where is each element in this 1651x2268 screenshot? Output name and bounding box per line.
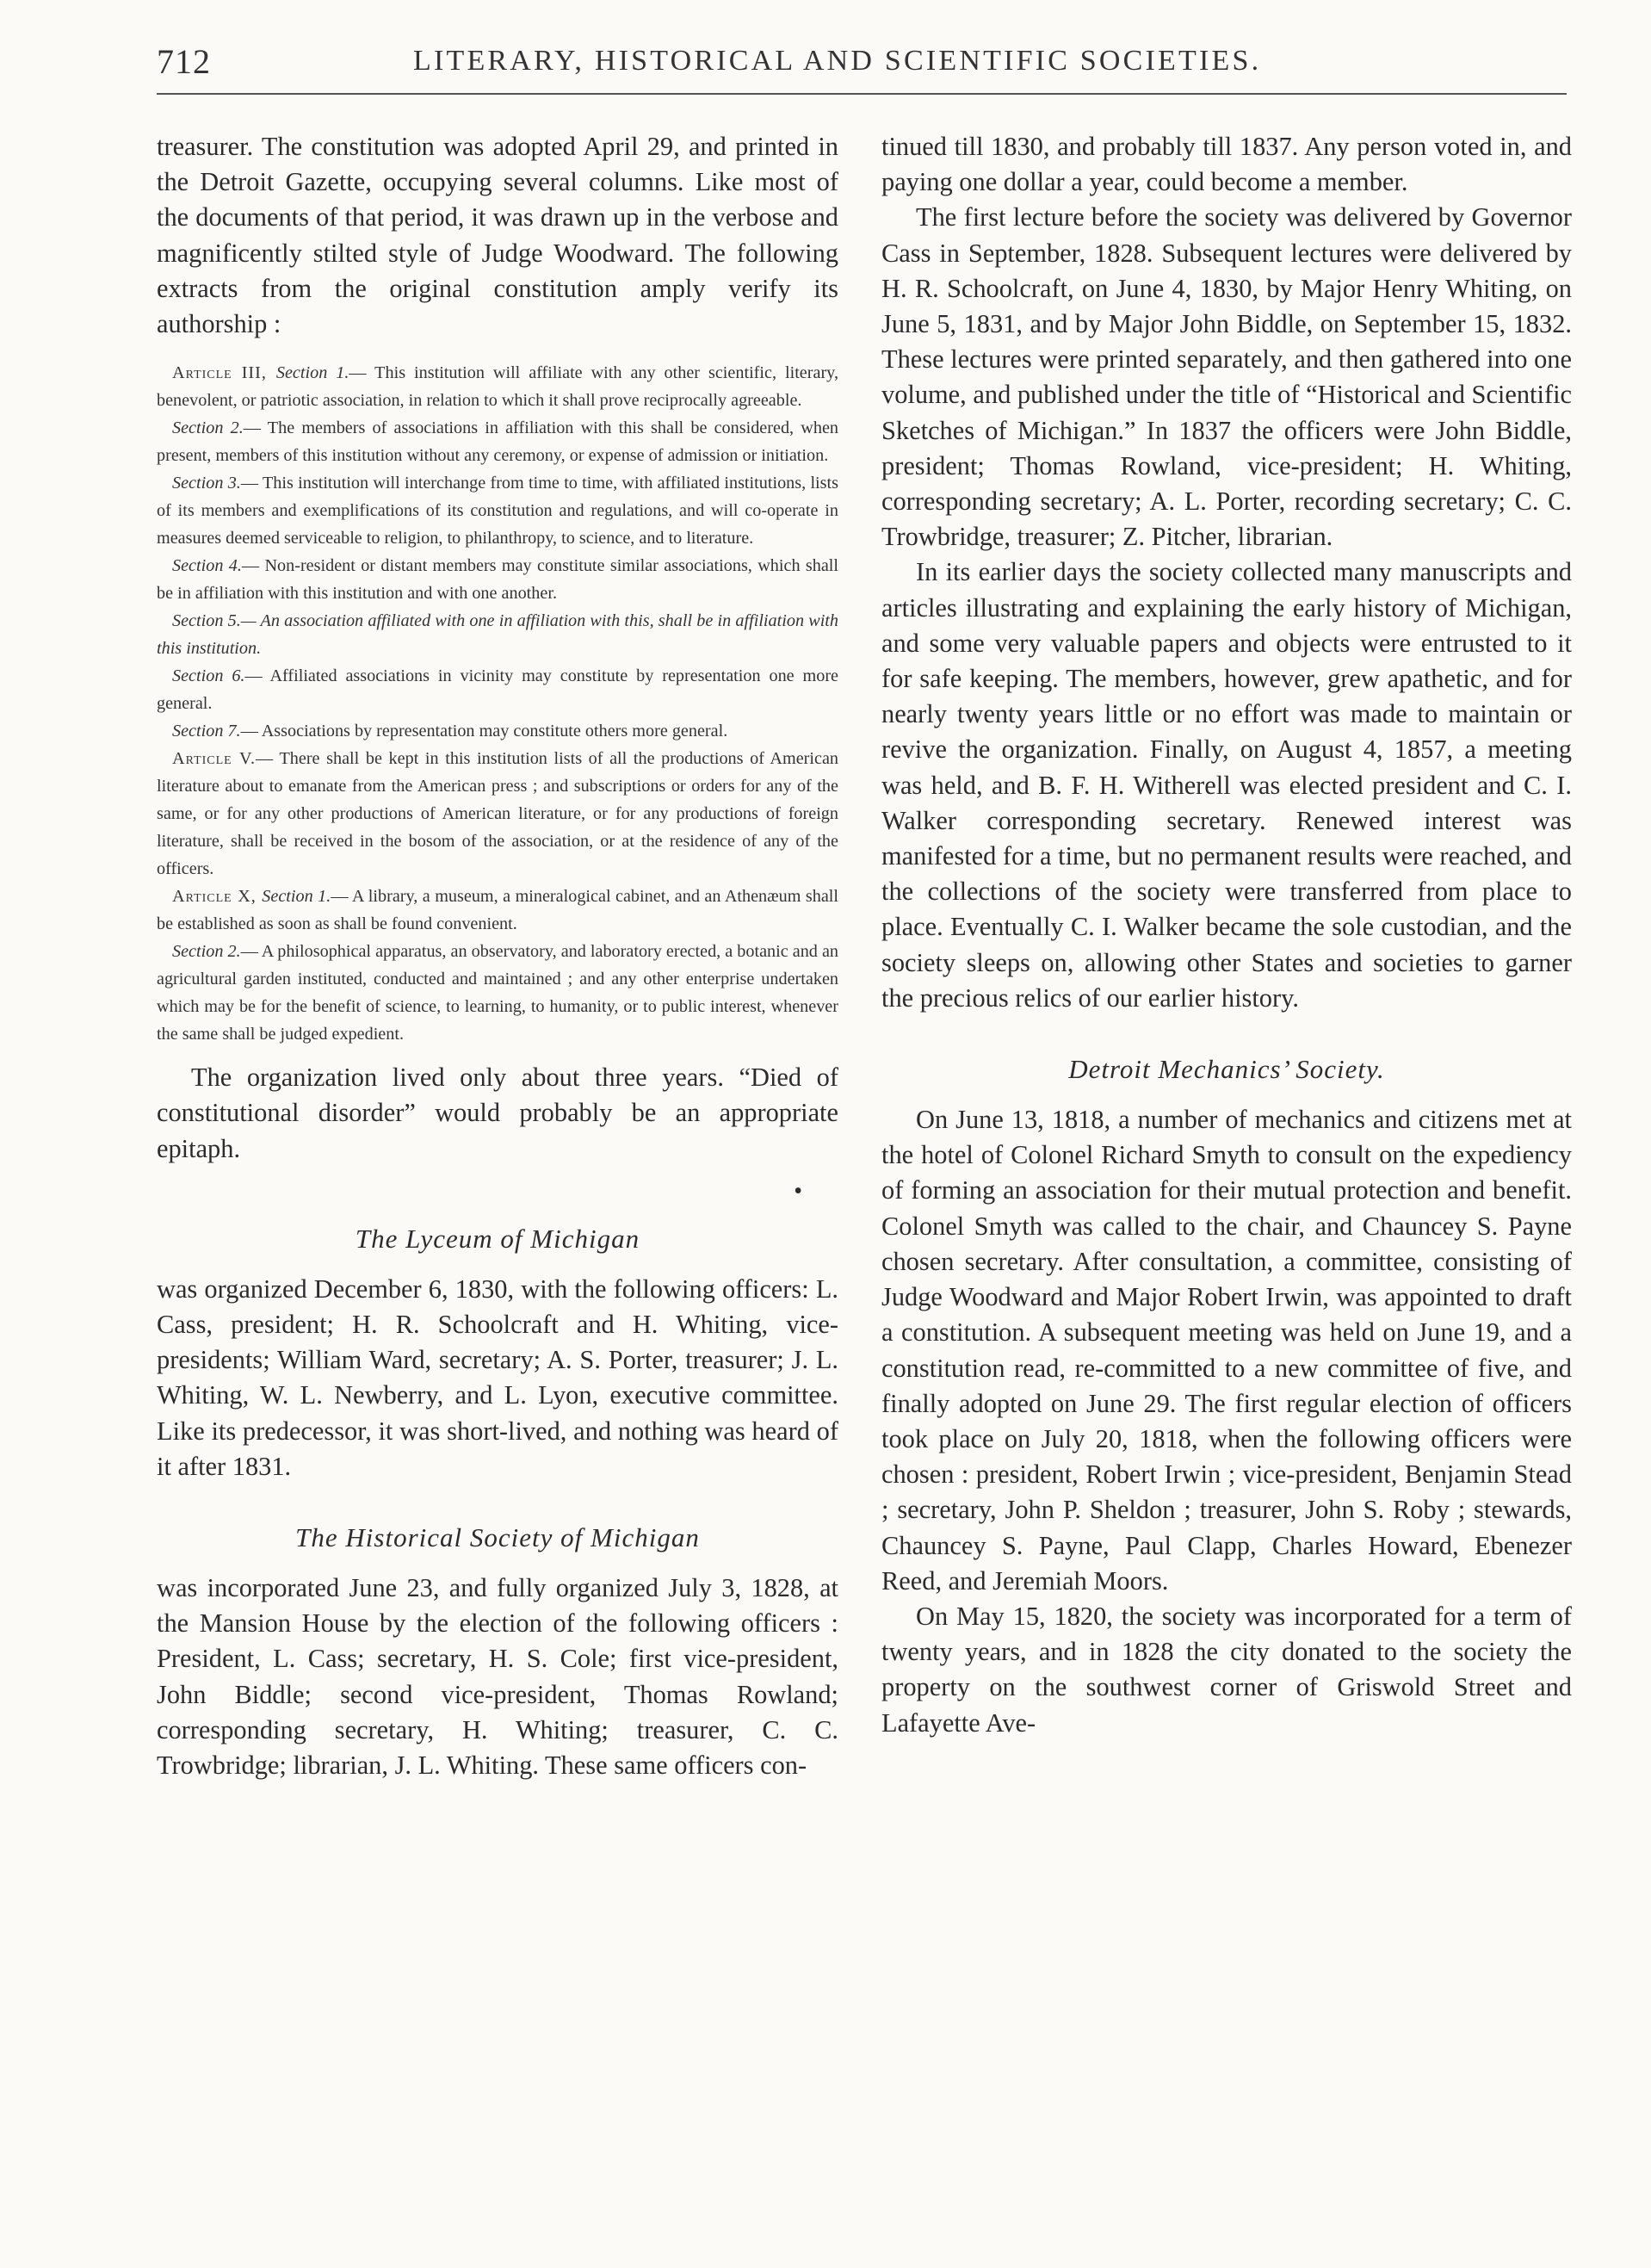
historical-society-paragraph: was incorporated June 23, and fully organized July 3, 1828, at the Mansion House by the election of the following officers : President, L. Cass; secretary, H. S. Cole; first vice-president, John Biddle; second vice-president, Thomas Rowland; corresponding secretary, H. Whiting; treasurer, C. C. Trowbridge; librarian, J. L. Whiting. These same officers con- (157, 1573, 838, 1781)
section-label: Section 1. (275, 363, 349, 383)
page-number: 712 (157, 42, 211, 81)
lyceum-paragraph: was organized December 6, 1830, with the following officers: L. Cass, president; H. R. Schoolcraft and H. Whiting, vice-presidents; William Ward, secretary; A. S. Porter, treasurer; J. L. Whiting, W. L. Newberry, and L. Lyon, executive committee. Like its predecessor, it was short-lived, and nothing was heard of it after 1831. (157, 1273, 838, 1481)
extract-text: — The members of associations in affiliation with this shall be considered, when present, members of this institution without any ceremony, or expense of admission or initiation. (157, 418, 838, 466)
intro-paragraph: treasurer. The constitution was adopted April 29, and printed in the Detroit Gazette, occupying several columns. Like most of the documents of that period, it was drawn up in the verbose and magnificently stilted style of Judge Woodward. The following extracts from the original constitution amply verify its authorship : (157, 132, 838, 339)
page-header (0, 0, 1651, 121)
extract-text: — A library, a museum, a mineralogical cabinet, and an Athenæum shall be established as soon as shall be found convenient. (157, 887, 839, 934)
constitution-extract (157, 359, 838, 414)
section-label: Section 4. (172, 556, 242, 576)
article-label: Article III, (172, 363, 276, 383)
historical-society-heading: The Historical Society of Michigan (295, 1522, 700, 1553)
section-label: Section 2. (172, 418, 244, 438)
header-rule (157, 93, 1567, 95)
extract-text: — Affiliated associations in vicinity may constitute by representation one more general. (157, 666, 838, 714)
extract-text: — There shall be kept in this institution lists of all the productions of American literature about to emanate from the American press ; and subscriptions or orders for any of the same, or for any other productions of American literature, or for any productions of foreign literature, shall be received in the bosom of the association, or at the residence of any of the officers. (157, 749, 839, 879)
stray-mark: • (794, 1177, 802, 1205)
epitaph-paragraph: The organization lived only about three years. “Died of constitutional disorder” would probably be an appropriate epitaph. (157, 1063, 838, 1163)
constitution-extract (157, 552, 838, 607)
section-label: Section 6. (172, 666, 245, 686)
constitution-extract (157, 745, 838, 883)
continuation-paragraph: tinued till 1830, and probably till 1837. Any person voted in, and paying one dollar a year, could become a member. (881, 132, 1572, 197)
extract-text: — A philosophical apparatus, an observatory, and laboratory erected, a botanic and an agricultural garden instituted, conducted and maintained ; and any other enterprise undertaken which may be for the benefit of science, to learning, to humanity, or to public interest, whenever the same shall be judged expedient. (157, 942, 838, 1044)
section-label: Section 2. (172, 942, 241, 962)
extract-text: — Non-resident or distant members may constitute similar associations, which shall be in affiliation with this institution and with one another. (157, 556, 839, 604)
constitution-extracts (157, 359, 838, 1048)
lectures-paragraph: The first lecture before the society was delivered by Governor Cass in September, 1828. Subsequent lectures were delivered by H. R. Schoolcraft, on June 4, 1830, by Major Henry Whiting, on June 5, 1831, and by Major John Biddle, on September 15, 1832. These lectures were printed separately, and then gathered into one volume, and published under the title of “Historical and Scientific Sketches of Michigan.” In 1837 the officers were John Biddle, president; Thomas Rowland, vice-president; H. Whiting, corresponding secretary; A. L. Porter, recording secretary; C. C. Trowbridge, treasurer; Z. Pitcher, librarian. (881, 202, 1572, 552)
article-label: Article X, (172, 887, 263, 907)
constitution-extract (157, 607, 838, 662)
constitution-extract (157, 469, 838, 552)
extract-text: — This institution will affiliate with any other scientific, literary, benevolent, or patriotic association, in relation to which it shall prove reciprocally agreeable. (157, 363, 839, 411)
mechanics-society-heading: Detroit Mechanics’ Society. (1068, 1054, 1385, 1085)
extract-text: — This institution will interchange from time to time, with affiliated institutions, lists of its members and exemplifications of its constitution and regulations, and will co-operate in measures deemed serviceable to religion, to philanthropy, to science, and to literature. (157, 474, 838, 548)
incorporation-paragraph: On May 15, 1820, the society was incorporated for a term of twenty years, and in 1828 the city donated to the society the property on the southwest corner of Griswold Street and Lafayette Ave- (881, 1601, 1572, 1738)
collections-paragraph: In its earlier days the society collected many manuscripts and articles illustrating and explaining the early history of Michigan, and some very valuable papers and objects were entrusted to it for safe keeping. The members, however, grew apathetic, and for nearly twenty years little or no effort was made to maintain or revive the organization. Finally, on August 4, 1857, a meeting was held, and B. F. H. Witherell was elected president and C. I. Walker corresponding secretary. Renewed interest was manifested for a time, but no permanent results were reached, and the collections of the society were transferred from place to place. Eventually C. I. Walker became the sole custodian, and the society sleeps on, allowing other States and societies to garner the precious relics of our earlier history. (881, 557, 1572, 1013)
article-label: Article V. (172, 749, 257, 769)
section-label: Section 7. (172, 722, 241, 741)
section-label: Section 1. (262, 887, 331, 907)
constitution-extract (157, 414, 838, 469)
constitution-extract (157, 717, 838, 745)
constitution-extract (157, 662, 838, 717)
extract-text: — An association affiliated with one in affiliation with this, shall be in affiliation with this institution. (157, 611, 839, 659)
section-label: Section 3. (172, 474, 241, 493)
mechanics-paragraph: On June 13, 1818, a number of mechanics and citizens met at the hotel of Colonel Richard Smyth to consult on the expediency of forming an association for their mutual protection and benefit. Colonel Smyth was called to the chair, and Chauncey S. Payne chosen secretary. After consultation, a committee, consisting of Judge Woodward and Major Robert Irwin, was appointed to draft a constitution. A subsequent meeting was held on June 19, and a constitution read, re-committed to a new committee of five, and finally adopted on June 29. The first regular election of officers took place on July 20, 1818, when the following officers were chosen : president, Robert Irwin ; vice-president, Benjamin Stead ; secretary, John P. Sheldon ; treasurer, John S. Roby ; stewards, Chauncey S. Payne, Paul Clapp, Charles Howard, Ebenezer Reed, and Jeremiah Moors. (881, 1105, 1572, 1596)
constitution-extract (157, 883, 838, 938)
extract-text: — Associations by representation may constitute others more general. (240, 722, 728, 741)
left-column (157, 129, 838, 1783)
running-title: LITERARY, HISTORICAL AND SCIENTIFIC SOCIETIES. (413, 45, 1262, 77)
section-label: Section 5. (172, 611, 241, 631)
constitution-extract (157, 938, 838, 1048)
lyceum-heading: The Lyceum of Michigan (355, 1223, 640, 1254)
right-column (881, 129, 1572, 1741)
